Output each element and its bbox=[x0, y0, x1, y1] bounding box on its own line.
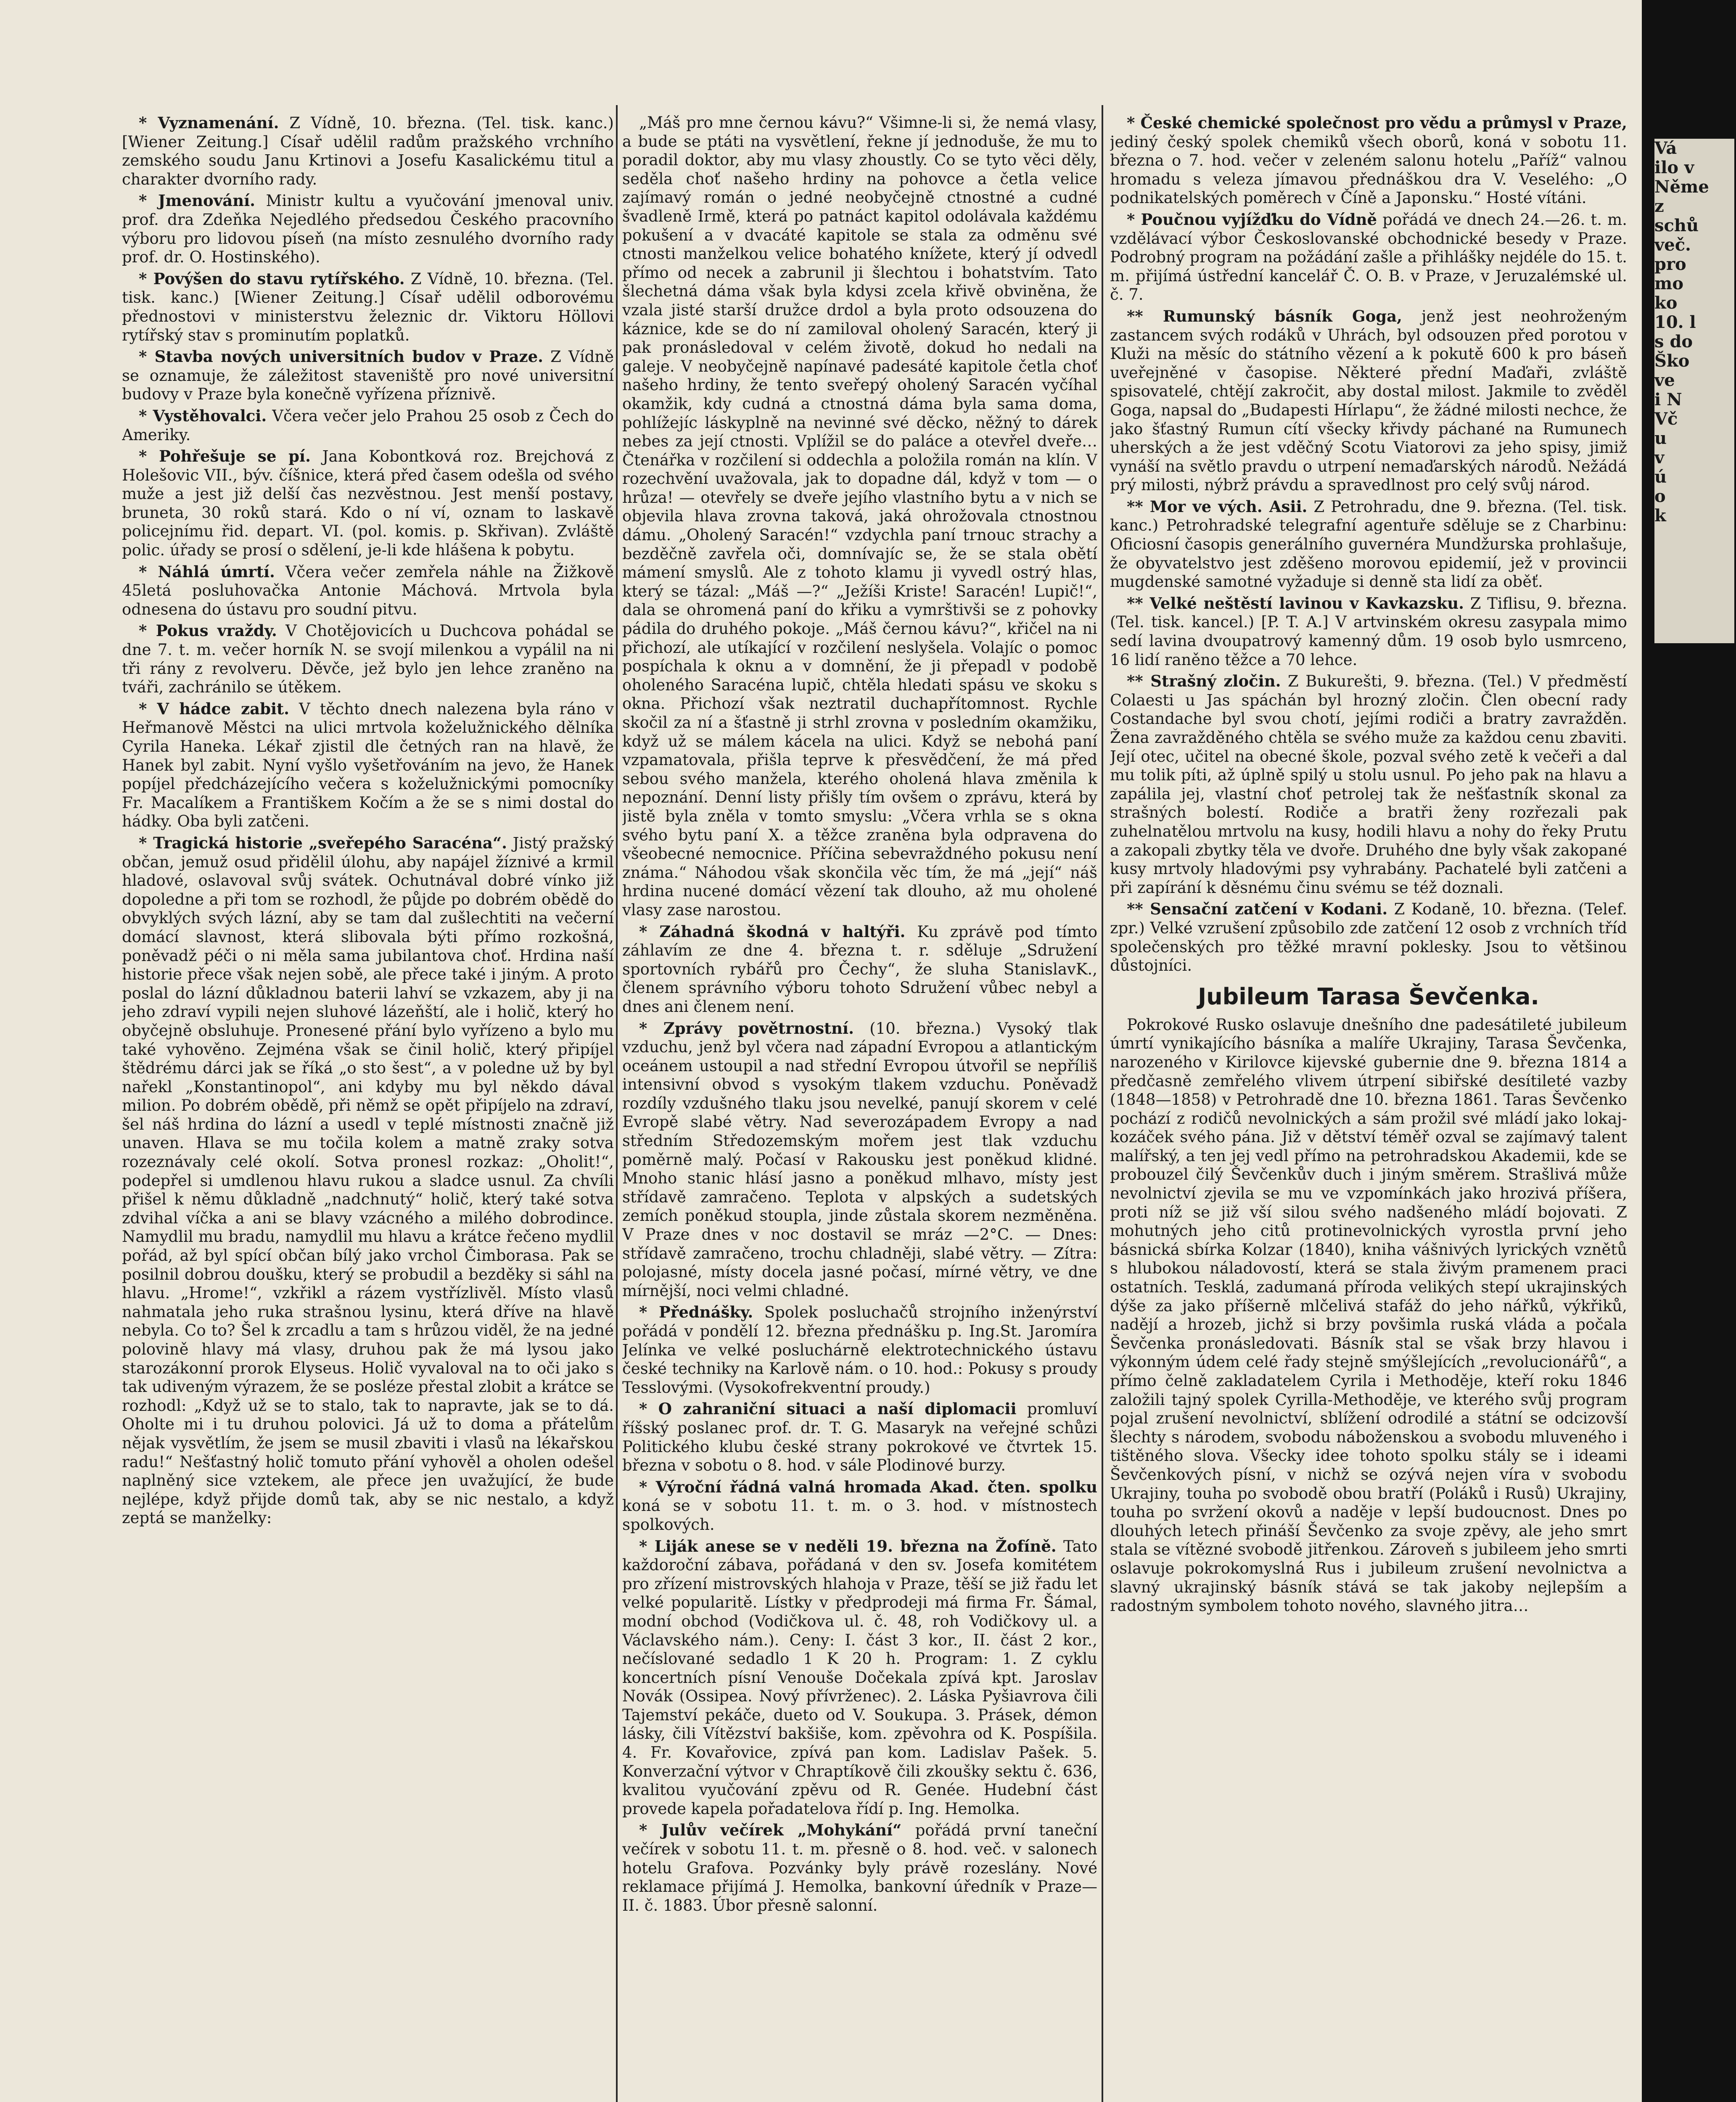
news-item-headline: * Výroční řádná valná hromada Akad. čten. spolku bbox=[639, 1477, 1097, 1496]
section-heading: Jubileum Tarasa Ševčenka. bbox=[1198, 983, 1539, 1010]
news-item bbox=[1110, 900, 1627, 975]
adjacent-page-fragment bbox=[1654, 139, 1734, 643]
news-item bbox=[622, 922, 1097, 1017]
fragment-line: mo bbox=[1654, 274, 1684, 293]
news-item bbox=[622, 1478, 1097, 1534]
news-item bbox=[622, 1019, 1097, 1301]
news-item-body: Tato každoroční zábava, pořádaná v den sv. Josefa komitétem pro zřízení mistrovských hlahoja v Praze, těší se již řadu let velké popularitě. Lístky v předprodeji má firma Fr. Šámal, modní obchod (Vodičkova ul. č. 48, roh Vodičkovy ul. a Václavského nám.). Ceny: I. část 3 kor., II. část 2 kor., nečíslované sedadlo 1 K 20 h. Program: 1. Z cyklu koncertních písní Venouše Dočekala zpívá kpt. Jaroslav Novák (Ossipea. Nový přívrženec). 2. Láska Pyšiavrova čili Tajemství pekáče, dueto od V. Soukupa. 3. Prásek, démon lásky, čili Vítězství bakšiše, kom. zpěvohra od K. Pospíšila. 4. Fr. Kovařovice, zpívá pan kom. Ladislav Pašek. 5. Konverzační výtvor v Chraptíkově čili zkoušky sektu č. 636, kvalitou vyučování zpěvu od R. Genée. Hudební část provede kapela pořadatelova řídí p. Ing. Hemolka. bbox=[622, 1537, 1097, 1818]
news-item bbox=[122, 562, 614, 619]
news-item bbox=[1110, 210, 1627, 304]
news-item-headline: * Poučnou vyjížďku do Vídně bbox=[1127, 210, 1377, 229]
news-item-headline: ** Strašný zločin. bbox=[1127, 672, 1281, 691]
news-item-headline: ** Mor ve vých. Asii. bbox=[1127, 497, 1308, 516]
fragment-line: 10. l bbox=[1654, 312, 1696, 332]
news-item bbox=[1110, 594, 1627, 669]
news-item bbox=[1110, 114, 1627, 208]
news-item-body: Včera večer jelo Prahou 25 osob z Čech do Ameriky. bbox=[122, 407, 614, 444]
news-item-body: Jistý pražský občan, jemuž osud přidělil úlohu, aby napájel žíznivé a krmil hladové, oslavoval svůj svátek. Ochutnával dobré vínko již dopoledne a při tom se rozhodl, že půjde po dobrém obědě do obvyklých svých lázní, aby se tam dal zušlechtiti na večerní domácí slavnost, která slibovala býti přímo rozkošná, poněvadž péči o ni měla sama jubilantova choť. Hrdina naší historie přece však nejen sobě, ale přece také i jiným. A proto poslal do lázní důkladnou baterii lahví se vzkazem, aby ji na jeho zdraví vypili nejen sluhové lázeňští, ale i holič, který ho obyčejně obsluhuje. Pronesené přání bylo vyřízeno a bylo mu také vyhověno. Zejména však se činil holič, který připíjel štědrému dárci jak se říká „o sto šest“, a v poledne už by byl nařekl „Konstantinopol“, ani kdyby mu byl někdo dával milion. Po dobrém obědě, při němž se opět připíjelo na zdraví, šel náš hrdina do lázní a usedl v teplé místnosti značně již unaven. Hlava se mu točila kolem a matně zraky sotva rozeznávaly celé okolí. Sotva pronesl rozkaz: „Oholit!“, podepřel si umdlenou hlavu rukou a sladce usnul. Za chvíli přišel k němu důkladně „nadchnutý“ holič, který také sotva zdvihal víčka a ani se blavy vzácného a milého dobrodince. Namydlil mu bradu, namydlil mu hlavu a krátce řečeno mydlil pořád, až byl spící občan bílý jako vrchol Čimborasa. Pak se posilnil dobrou doušku, který se probudil a bezděky si sáhl na hlavu. „Hrome!“, vzkřikl a rázem vystřízlivěl. Místo vlasů nahmatala jeho ruka strašnou lysinu, která dříve na hlavě nebyla. Co to? Šel k zrcadlu a tam s hrůzou viděl, že na jedné polovině hlavy má vlasy, druhou pak že má lysou jako starozákonní prorok Elyseus. Holič vyvaloval na to oči jako s tak udiveným výrazem, že se posléze přestal zlobit a krátce se rozhodl: „Když už se to stalo, tak to napravte, jak se to dá. Oholte mi i tu druhou polovici. Já už to doma a přátelům nějak vysvětlím, že jsem se musil zbaviti i vlasů na lékařskou radu!“ Nešťastný holič tomuto přání vyhověl a oholen odešel naplněný sice vztekem, ale přece jen uvažující, že bude nejlépe, když přijde domů tak, aby se nic nestalo, a když zeptá se manželky: bbox=[122, 834, 614, 1527]
news-item-body: Ministr kultu a vyučování jmenoval univ. prof. dra Zdeňka Nejedlého předsedou Českého pracovního výboru pro lidovou píseň (na místo zesnulého dvorního rady prof. dr. O. Hostinského). bbox=[122, 192, 614, 267]
fragment-line: k bbox=[1654, 506, 1666, 526]
news-item-body: promluví říšský poslanec prof. dr. T. G. Masaryk na veřejné schůzi Politického klubu české strany pokrokové ve čtvrtek 15. března v sobotu o 8. hod. v sále Plodinové burzy. bbox=[622, 1400, 1097, 1475]
news-item-body: Včera večer zemřela náhle na Žižkově 45letá posluhovačka Antonie Máchová. Mrtvola byla odnesena do ústavu pro soudní pitvu. bbox=[122, 562, 614, 618]
news-item-body: Z Petrohradu, dne 9. března. (Tel. tisk. kanc.) Petrohradské telegrafní agentuře sděluje se z Charbinu: Oficiosní časopis generálního guvernéra Mundžurska prohlašuje, že obyvatelstvo jest zděšeno morovou epidemií, jež v provincii mugdenské samotné vyžaduje si denně sta lidí za oběť. bbox=[1110, 497, 1627, 591]
news-item-body: Z Tiflisu, 9. března. (Tel. tisk. kancel.) [P. T. A.] V artvinském okresu zasypala mimo sedí lavina dvoupatrový kamenný dům. 19 osob bylo usmrceno, 16 lidí raněno těžce a 70 lehce. bbox=[1110, 594, 1627, 669]
news-item-body: jenž jest neohroženým zastancem svých rodáků v Uhrách, byl odsouzen před porotou v Kluži na měsíc do státního vězení a k pokutě 600 k pro báseň uveřejněné v časopise. Některé přední Maďaři, zvláště spisovatelé, chtějí zakročit, aby dostal milost. Jakmile to zvěděl Goga, napsal do „Budapesti Hírlapu“, že žádné milosti nechce, že jako šťastný Rumun cítí všecky křivdy páchané na Rumunech uherských a že jest vděčný Scotu Viatorovi za jeho spisy, jimiž vynáší na světlo pravdu o utrpení nemaďarských národů. Nežádá prý milosti, nýbrž právdu a spravedlnost pro celý svůj národ. bbox=[1110, 307, 1627, 494]
news-item bbox=[1110, 1016, 1627, 1616]
news-item-headline: * Záhadná škodná v haltýři. bbox=[639, 922, 906, 941]
news-item-headline: * Náhlá úmrtí. bbox=[139, 562, 275, 581]
fragment-line: v bbox=[1654, 448, 1665, 467]
fragment-line: pro bbox=[1654, 254, 1686, 274]
news-item bbox=[122, 407, 614, 444]
fragment-line: več. bbox=[1654, 235, 1691, 255]
fragment-line: ko bbox=[1654, 293, 1678, 313]
news-item bbox=[122, 114, 614, 189]
news-item-body: pořádá ve dnech 24.—26. t. m. vzdělávací výbor Českoslovanské obchodnické besedy v Praze. Podrobný program na požádání zašle a přihlášky nejdéle do 15. t. m. přijímá ústřední kancelář Č. O. B. v Praze, v Jeruzalémské ul. č. 7. bbox=[1110, 210, 1627, 304]
news-item-headline: ** Sensační zatčení v Kodani. bbox=[1127, 900, 1388, 919]
news-item-body: (10. března.) Vysoký tlak vzduchu, jenž byl včera nad západní Evropou a atlantickým oceánem ustoupil a nad střední Evropou útvořil se nepříliš intensivní obvod s vysokým tlakem vzduchu. Poněvadž rozdíly vzdušného tlaku jsou nevelké, panují skorem v celé Evropě slabé větry. Nad severozápadem Evropy a nad středním Středozemským mořem jest tlak vzduchu poměrně malý. Počasí v Rakousku jest poněkud klidné. Mnoho stanic hlásí jasno a poněkud mlhavo, místy jest střídavě zamračeno. Teplota v alpských a sudetských zemích poněkud stoupla, jinde zůstala skorem nezměněna. V Praze dnes v noc dostavil se mráz —2°C. — Dnes: střídavě zamračeno, trochu chladněji, slabé větry. — Zítra: polojasné, místy docela jasné počasí, mírné větry, ve dne mírnější, noci velmi chladné. bbox=[622, 1019, 1097, 1300]
fragment-line: Vč bbox=[1654, 409, 1678, 429]
news-item bbox=[122, 191, 614, 267]
news-item-headline: * Jmenování. bbox=[139, 191, 256, 210]
news-item bbox=[122, 347, 614, 404]
column-1 bbox=[122, 114, 614, 2102]
fragment-line: i N bbox=[1654, 390, 1682, 409]
news-item bbox=[622, 1821, 1097, 1915]
news-item bbox=[1110, 672, 1627, 897]
news-item-body: Spolek posluchačů strojního inženýrství pořádá v pondělí 12. března přednášku p. Ing.St. Jaromíra Jelínka ve velké posluchárně elektrotechnického ústavu české techniky na Karlově nám. o 10. hod.: Pokusy s proudy Tesslovými. (Vysokofrekventní proudy.) bbox=[622, 1303, 1097, 1397]
news-item-body: Pokrokové Rusko oslavuje dnešního dne padesátileté jubileum úmrtí vynikajícího básníka a malíře Ukrajiny, Tarasa Ševčenka, narozeného v Kirilovce kijevské gubernie dne 9. března 1814 a předčasně zemřelého vlivem útrpení sibiřské desítileté vazby (1848—1858) v Petrohradě dne 10. března 1861. Taras Ševčenko pochází z rodičů nevolnických a sám prožil své mládí jako lokaj-kozáček svého pána. Již v dětství téměř ozval se zajímavý talent malířský, a ten jej vedl přímo na petrohradskou Akademii, kde se probouzel čilý Ševčenkův duch i jiným směrem. Strašlivá může nevolnictví zjevila se mu ve vzpomínkách jako hrozivá příšera, proti níž se již vší silou svého nadšeného mládí bojovati. Z mohutných jeho citů protinevolnických vyrostla první jeho básnická sbírka Kolzar (1840), kniha vášnivých lyrických vznětů s hlubokou náladovostí, která se stala živým pramenem praci ostatních. Tesklá, zadumaná příroda velikých stepí ukrajinských dýše za jako příšerně mlčelivá stafáž do jeho nářků, výkřiků, nadějí a hrozeb, jichž si brzy povšimla ruská vláda a počala Ševčenka pronásledovati. Básník stal se však brzy hlavou i výkonným údem celé řady stejně smýšlejících „revolucionářů“, a přímo čelně zakladatelem Cyrila i Methoděje, kteří roku 1846 založili tajný spolek Cyrilla-Methoděje, ve kterého svůj program pojal zrušení nevolnictví, sblížení odrodilé a státní se odcizovší šlechty s národem, svobodu náboženskou a svobodu mluveného i tištěného slova. Všecky idee tohoto spolku stály se i ideami Ševčenkových písní, v nichž se ozývá nejen víra v svobodu Ukrajiny, touha po svobodě obou bratří (Poláků i Rusů) Ukrajiny, touha po svržení okovů a naděje v lepší budoucnost. Dnes po dlouhých letech přináší Ševčenko za svoje zpěvy, ale jeho smrt stala se vítězné svobodě jitřenkou. Zároveň s jubileem jeho smrti oslavuje pokrokomyslná Rus i jubileum zrušení nevolnictva a slavný ukrajinský básník stává se tak jakoby nejlepším a radostným symbolem tohoto nového, slavného jitra… bbox=[1110, 1015, 1627, 1615]
news-item bbox=[122, 834, 614, 1528]
news-item-body: Z Vídně, 10. března. (Tel. tisk. kanc.) [Wiener Zeitung.] Císař udělil odborovému přednostovi v ministerstvu železnic dr. Viktoru Höllovi rytířský stav s prominutím poplatků. bbox=[122, 269, 614, 344]
column-2 bbox=[622, 114, 1097, 2102]
fragment-line: Něme bbox=[1654, 177, 1709, 197]
column-rule bbox=[616, 105, 618, 2102]
news-item-headline: * V hádce zabit. bbox=[139, 699, 289, 718]
fragment-line: Ško bbox=[1654, 351, 1690, 371]
fragment-line: schů bbox=[1654, 216, 1699, 235]
news-item-headline: * Vystěhovalci. bbox=[139, 406, 267, 425]
news-item-headline: ** Velké neštěstí lavinou v Kavkazsku. bbox=[1127, 594, 1464, 613]
news-item bbox=[1110, 307, 1627, 495]
fragment-line: ve bbox=[1654, 370, 1675, 390]
news-item bbox=[1110, 497, 1627, 592]
news-item-headline: * Stavba nových universitních budov v Praze. bbox=[139, 347, 543, 366]
column-3 bbox=[1110, 114, 1627, 2102]
news-item-body: Jana Kobontková roz. Brejchová z Holešovic VII., býv. číšnice, která před časem odešla od svého muže a jest již delší čas nezvěstnou. Jest menší postavy, bruneta, 30 roků stará. Kdo o ní ví, oznam to laskavě policejnímu řid. depart. VI. (pol. komis. p. Skřivan). Zvláště polic. úřady se prosí o sdělení, je-li kde hlášena k pobytu. bbox=[122, 447, 614, 560]
news-item bbox=[122, 269, 614, 345]
news-item-headline: * Julův večírek „Mohykání“ bbox=[639, 1821, 902, 1840]
news-item bbox=[622, 114, 1097, 920]
fragment-line: z bbox=[1654, 196, 1664, 216]
news-item-body: „Máš pro mne černou kávu?“ Všimne-li si, že nemá vlasy, a bude se ptáti na vysvětlení, řekne jí jednoduše, že mu to poradil doktor, aby mu vlasy zhoustly. Co se tyto věci děly, seděla choť našeho hrdiny na pohovce a četla velice zajímavý román o jedné neobyčejně ctnostné a cudné švadleně Irmě, která po patnáct kapitol odolávala každému pokušení a v dvacáté kapitole se stala za odměnu své ctnosti manželkou velice bohatého knížete, který jí odvedl přímo od necek a zabrunil ji šlechtou i bohatstvím. Tato šlechetná dáma však byla kdysi zcela křivě obviněna, že vzala jisté starší družce drdol a byla proto odsouzena do káznice, kde se do ní zamiloval oholený Saracén, který ji pak pronásledoval v celém životě, dokud ho nedali na galeje. V neobyčejně napínavé padesáté kapitole četla choť našeho hrdiny, že tento sveřepý oholený Saracén vyčíhal okamžik, kdy cudná a ctnostná dáma byla sama doma, pohlížejíc láskyplně na nevinné své děcko, něžný to dárek nebes za její ctnosti. Vplížil se do paláce a otevřel dveře… Čtenářka v rozčilení si oddechla a položila román na klín. V rozechvění uvažovala, jak to dopadne dál, když v tom — o hrůza! — otevřely se dveře jejího vlastního bytu a v nich se objevila hlava zrovna taková, jaká ohrožovala ctnostnou dámu. „Oholený Saracén!“ vzdychla paní trnouc strachy a bezděčně zavřela oči, domnívajíc se, že se stala obětí mámení smyslů. Ale z tohoto klamu ji vyvedl ostrý hlas, který se tázal: „Máš —?“ „Ježíši Kriste! Saracén! Lupič!“, dala se ohromená paní do křiku a vymrštivši se z pohovky pádila do druhého pokoje. „Máš černou kávu?“, křičel na ni přichozí, ale utíkající v rozčilení neslyšela. Volajíc o pomoc pospíchala k oknu a v domnění, že ji přepadl v podobě oholeného Saracéna lupič, chtěla hledati spásu ve skoku s okna. Přichozí však neztratil duchapřítomnost. Rychle skočil za ní a šťastně ji strhl zrovna v posledním okamžiku, když už se málem kácela na ulici. Když se nebohá paní vzpamatovala, přišla teprve k přesvědčení, že má před sebou svého manžela, kterého oholená hlava změnila k nepoznání. Denní listy přišly tím ovšem o zprávu, která by jistě byla zněla v tomto smyslu: „Včera vrhla se s okna svého bytu paní X. a těžce zraněna byla odpravena do všeobecné nemocnice. Příčina sebevraždného pokusu není známa.“ Náhodou však skončila věc tím, že má „její“ náš hrdina nucené domácí vězení tak dlouho, až mu oholené vlasy zase narostou. bbox=[622, 114, 1097, 919]
news-item-headline: ** Rumunský básník Goga, bbox=[1127, 306, 1402, 325]
news-item bbox=[622, 1303, 1097, 1397]
news-item-body: V těchto dnech nalezena byla ráno v Heřmanově Městci na ulici mrtvola koželužnického dělníka Cyrila Haneka. Lékař zjistil dle četných ran na hlavě, že Hanek byl zabit. Nyní vyšlo vyšetřováním na jevo, že Hanek popíjel předcházejícího večera s koželužnickými pomocníky Fr. Macalíkem a Františkem Kočím a že se s nimi dostal do hádky. Oba byli zatčeni. bbox=[122, 700, 614, 831]
news-item-headline: * Vyznamenání. bbox=[139, 114, 279, 132]
news-item-headline: * Pohřešuje se pí. bbox=[139, 447, 311, 466]
news-item bbox=[122, 447, 614, 560]
news-item-headline: * Povýšen do stavu rytířského. bbox=[139, 269, 405, 288]
fragment-line: Vá bbox=[1654, 139, 1677, 158]
column-rule bbox=[1102, 105, 1103, 2102]
news-item-body: Z Vídně, 10. března. (Tel. tisk. kanc.) [Wiener Zeitung.] Císař udělil radům pražského vrchního zemského soudu Janu Krtinovi a Josefu Kasalickému titul a charakter dvorního rady. bbox=[122, 114, 614, 188]
fragment-line: ú bbox=[1654, 467, 1667, 487]
news-item-body: Z Vídně se oznamuje, že záležitost staveniště pro nové universitní budovy v Praze byla konečně vyřízena příznivě. bbox=[122, 348, 614, 404]
fragment-line: o bbox=[1654, 486, 1666, 506]
news-item-headline: * Přednášky. bbox=[639, 1303, 753, 1322]
news-item-headline: * Zprávy povětrnostní. bbox=[639, 1019, 854, 1038]
news-item bbox=[622, 1400, 1097, 1475]
news-item-body: V Chotějovicích u Duchcova pohádal se dne 7. t. m. večer horník N. se svojí milenkou a vypálil na ni tři rány z revolveru. Děvče, jež bylo jen lehce zraněno na tváři, zachránilo se útěkem. bbox=[122, 622, 614, 697]
news-item-body: Ku zprávě pod tímto záhlavím ze dne 4. března t. r. sděluje „Sdružení sportovních rybářů pro Čechy“, že sluha StanislavK., členem správního výboru tohoto Sdružení vůbec nebyl a dnes ani členem není. bbox=[622, 922, 1097, 1016]
news-item bbox=[122, 621, 614, 697]
news-item-body: koná se v sobotu 11. t. m. o 3. hod. v místnostech spolkových. bbox=[622, 1497, 1097, 1534]
news-item-body: pořádá první taneční večírek v sobotu 11. t. m. přesně o 8. hod. več. v salonech hotelu Grafova. Pozvánky byly právě rozeslány. Nové reklamace přijímá J. Hemolka, bankovní úředník v Praze—II. č. 1883. Úbor přesně salonní. bbox=[622, 1821, 1097, 1915]
news-item bbox=[122, 700, 614, 831]
news-item bbox=[622, 1537, 1097, 1819]
news-item-headline: * O zahraniční situaci a naší diplomacii bbox=[639, 1400, 1017, 1418]
news-item-headline: * České chemické společnost pro vědu a průmysl v Praze, bbox=[1127, 114, 1627, 132]
fragment-line: ilo v bbox=[1654, 158, 1694, 177]
news-item-headline: * Tragická historie „sveřepého Saracéna“. bbox=[139, 833, 507, 852]
news-item-body: Z Kodaně, 10. března. (Telef. zpr.) Velké vzrušení způsobilo zde zatčení 12 osob z vrchních tříd společenských pro těžké mravní poklesky. Jsou to většinou důstojníci. bbox=[1110, 900, 1627, 975]
news-item-body: Z Bukurešti, 9. března. (Tel.) V předměstí Colaesti u Jas spáchán byl hrozný zločin. Člen obecní rady Costandache byl svou chotí, jejími rodiči a bratry zavražděn. Žena zavražděného chtěla se svého muže za každou cenu zbaviti. Její otec, učitel na obecné škole, pozval svého zetě k večeři a dal mu tolik píti, až úplně spilý u stolu usnul. Po jeho pak na hlavu a zapálila jej, vlastní choť petrolej tak že nešťastník skonal za strašných bolestí. Rodiče a bratři ženy rozřezali pak zuhelnatělou mrtvolu na kusy, hodili hlavu a nohy do řeky Prutu a zakopali zbytky těla ve dvoře. Druhého dne byly však zakopané kusy mrtvoly hladovými psy vyhrabány. Pachatelé byli zatčeni a při zapírání k děsnému činu svému se též doznali. bbox=[1110, 672, 1627, 897]
fragment-line: s do bbox=[1654, 332, 1693, 351]
fragment-line: u bbox=[1654, 428, 1667, 448]
news-item-headline: * Pokus vraždy. bbox=[139, 621, 277, 640]
news-item-body: jediný český spolek chemiků všech oborů, koná v sobotu 11. března o 7. hod. večer v zeleném salonu hotelu „Paříž“ valnou hromadu s veleza jímavou přednáškou dra V. Veselého: „O podnikatelských poměrech v Číně a Japonsku.“ Hosté vítáni. bbox=[1110, 132, 1627, 207]
news-item-headline: * Liják anese se v neděli 19. března na Žofíně. bbox=[639, 1537, 1057, 1555]
